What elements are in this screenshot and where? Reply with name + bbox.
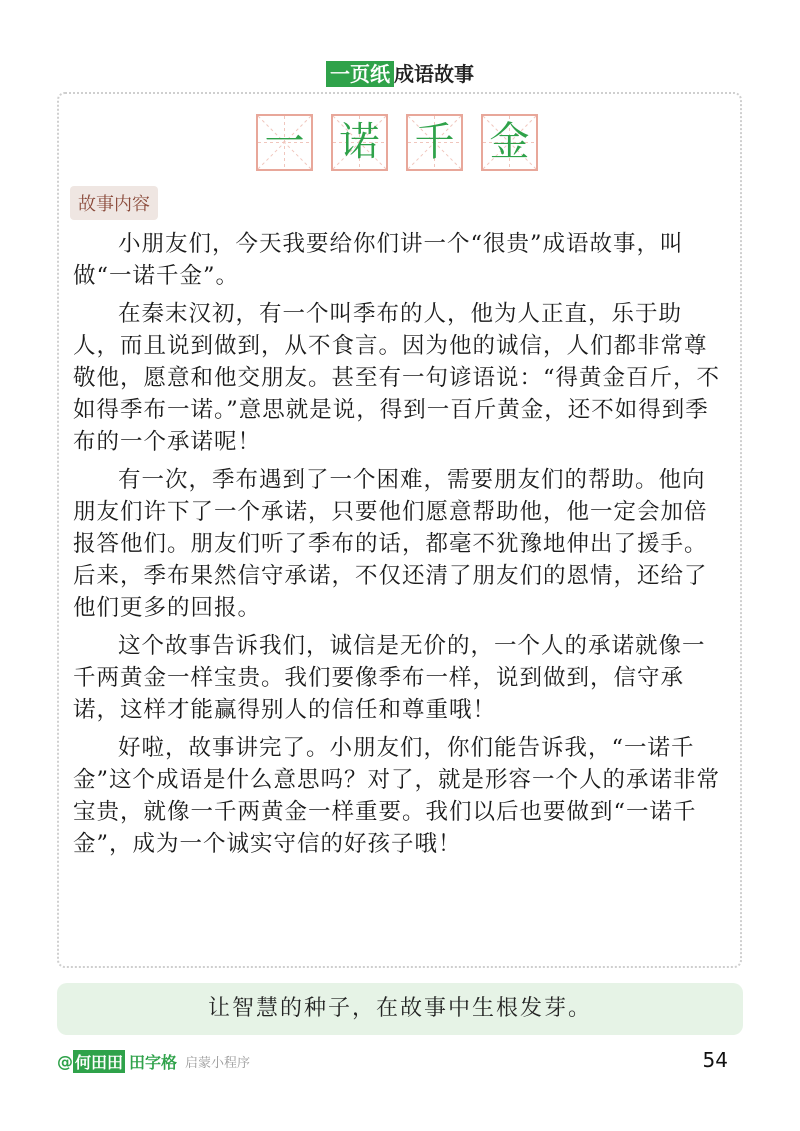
footer-at: @: [57, 1052, 73, 1071]
page-header: [0, 58, 800, 87]
idiom-char-cell: [331, 114, 388, 171]
story-paragraph: 好啦，故事讲完了。小朋友们，你们能告诉我，“一诺千金”这个成语是什么意思吗？对了，就是形容一个人的承诺非常宝贵，就像一千两黄金一样重要。我们以后也要做到“一诺千金”，成为一个诚实守信的好孩子哦！: [73, 735, 721, 857]
idiom-char: 金: [489, 119, 530, 165]
header-title: 成语故事: [394, 62, 474, 86]
idiom-title-grid: [256, 114, 538, 171]
idiom-char-cell: [406, 114, 463, 171]
idiom-char: 一: [264, 119, 305, 165]
idiom-char: 诺: [339, 119, 380, 165]
idiom-char-cell: [481, 114, 538, 171]
footer-mini-program: 启蒙小程序: [185, 1056, 251, 1071]
footer-grid-word: 田字格: [129, 1053, 178, 1072]
idiom-char-cell: [256, 114, 313, 171]
footer-brand-name: 何田田: [73, 1050, 125, 1073]
header-tag: 一页纸: [326, 61, 394, 87]
section-label: 故事内容: [70, 186, 158, 220]
page-number: 54: [702, 1048, 728, 1072]
story-paragraph: 在秦末汉初，有一个叫季布的人，他为人正直，乐于助人，而且说到做到，从不食言。因为他的诚信，人们都非常尊敬他，愿意和他交朋友。甚至有一句谚语说：“得黄金百斤，不如得季布一诺。”意思就是说，得到一百斤黄金，还不如得到季布的一个承诺呢！: [73, 301, 721, 455]
story-paragraph: 这个故事告诉我们，诚信是无价的，一个人的承诺就像一千两黄金一样宝贵。我们要像季布一样，说到做到，信守承诺，这样才能赢得别人的信任和尊重哦！: [73, 633, 706, 723]
story-paragraph: 小朋友们，今天我要给你们讲一个“很贵”成语故事，叫做“一诺千金”。: [73, 231, 684, 289]
story-paragraph: 有一次，季布遇到了一个困难，需要朋友们的帮助。他向朋友们许下了一个承诺，只要他们愿意帮助他，他一定会加倍报答他们。朋友们听了季布的话，都毫不犹豫地伸出了援手。后来，季布果然信守承诺，不仅还清了朋友们的恩情，还给了他们更多的回报。: [73, 467, 708, 621]
story-body: [73, 228, 728, 866]
idiom-char: 千: [414, 119, 455, 165]
footer-brand: [57, 1050, 250, 1073]
motto-banner: 让智慧的种子，在故事中生根发芽。: [57, 983, 743, 1035]
